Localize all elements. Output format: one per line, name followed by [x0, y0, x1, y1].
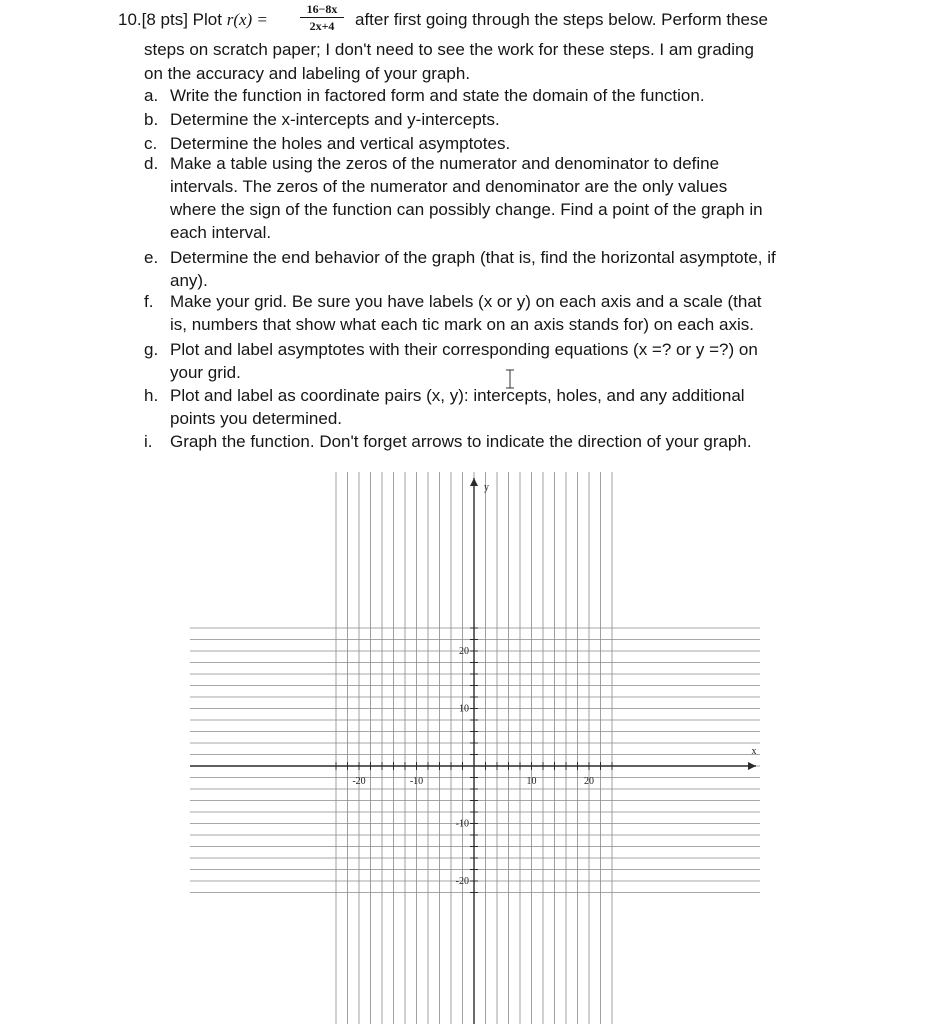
problem-intro-line2: steps on scratch paper; I don't need to see the work for these steps. I am grading	[144, 40, 754, 59]
problem-number: 10.	[118, 10, 142, 29]
step-text: Graph the function. Don't forget arrows to indicate the direction of your graph.	[170, 432, 752, 451]
function-fraction	[296, 2, 348, 33]
y-axis-arrow-icon	[470, 478, 478, 486]
step-marker: g.	[144, 340, 159, 359]
step-text: Write the function in factored form and state the domain of the function.	[170, 86, 705, 105]
text-cursor-icon	[505, 368, 515, 390]
fraction-numerator: 16−8x	[306, 2, 338, 16]
step-text: points you determined.	[170, 409, 342, 428]
y-tick-label: -10	[455, 818, 469, 830]
step-marker: i.	[144, 432, 153, 451]
step-text: intervals. The zeros of the numerator and denominator are the only values	[170, 177, 728, 196]
y-tick-label: 20	[459, 646, 469, 657]
x-axis-arrow-icon	[748, 762, 756, 770]
problem-intro-rest: after first going through the steps below. Perform these	[355, 10, 768, 29]
function-name: r(x) =	[226, 10, 268, 29]
step-text: Make a table using the zeros of the numerator and denominator to define	[170, 154, 720, 173]
step-text: any).	[170, 271, 208, 290]
step-text: Plot and label asymptotes with their corresponding equations (x =? or y =?) on	[170, 340, 758, 359]
problem-intro-line3: on the accuracy and labeling of your graph.	[144, 64, 471, 83]
x-tick-label: 20	[584, 776, 594, 787]
y-tick-label: -20	[455, 876, 469, 887]
x-tick-label: -10	[409, 776, 424, 787]
y-axis-label: y	[484, 482, 489, 493]
step-marker: h.	[144, 386, 159, 405]
fraction-denominator: 2x+4	[309, 19, 335, 33]
fraction-bar	[300, 17, 344, 18]
x-axis-label: x	[751, 746, 757, 757]
step-marker: a.	[144, 86, 159, 105]
step-text: your grid.	[170, 363, 241, 382]
step-text: Determine the x-intercepts and y-intercepts.	[170, 110, 500, 129]
step-text: where the sign of the function can possibly change. Find a point of the graph in	[170, 200, 763, 219]
step-marker: d.	[144, 154, 159, 173]
step-marker: c.	[144, 134, 158, 153]
step-text: each interval.	[170, 223, 272, 242]
step-text: Determine the end behavior of the graph (that is, find the horizontal asymptote, if	[170, 248, 776, 267]
y-tick-label: 10	[459, 703, 469, 715]
step-text: Determine the holes and vertical asymptotes.	[170, 134, 511, 153]
step-marker: b.	[144, 110, 159, 129]
step-text: Make your grid. Be sure you have labels (x or y) on each axis and a scale (that	[170, 292, 762, 311]
coordinate-grid	[190, 472, 760, 1024]
step-marker: f.	[144, 292, 154, 311]
x-tick-label: -20	[352, 776, 366, 787]
step-text: Plot and label as coordinate pairs (x, y): intercepts, holes, and any additional	[170, 386, 745, 405]
problem-header	[118, 10, 268, 30]
x-tick-label: 10	[526, 776, 537, 787]
problem-points: [8 pts] Plot	[141, 10, 222, 29]
step-text: is, numbers that show what each tic mark on an axis stands for) on each axis.	[170, 315, 754, 334]
step-marker: e.	[144, 248, 159, 267]
graph-grid	[190, 472, 760, 1029]
